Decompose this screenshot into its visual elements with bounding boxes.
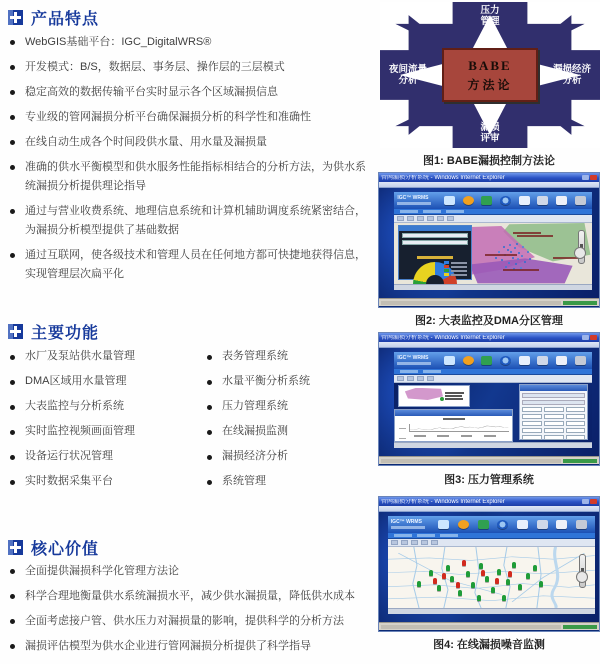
bullet-dot xyxy=(10,65,15,70)
noise-logger-marker-green xyxy=(518,584,522,590)
bullet-item: 科学合理地衡量供水系统漏损水平，减少供水漏损量，降低供水成本 xyxy=(8,587,371,606)
bullet-item: 全面考虑接户管、供水压力对漏损量的影响，提供科学的分析方法 xyxy=(8,612,371,631)
browser-title: 管网漏损分析系统 - Windows Internet Explorer xyxy=(381,174,505,181)
decor-line xyxy=(400,210,418,213)
axis-tick xyxy=(437,435,449,437)
noise-logger-marker-red xyxy=(495,578,499,584)
tool-icon xyxy=(401,540,408,545)
screen-icon xyxy=(517,520,528,529)
statistics-panel xyxy=(398,225,471,280)
window-buttons xyxy=(582,175,597,180)
form-input xyxy=(566,414,586,419)
plus-icon xyxy=(8,10,23,25)
axis-tick xyxy=(484,435,496,437)
section-title: 产品特点 xyxy=(31,11,100,28)
bullet-dot xyxy=(10,355,15,360)
form-row xyxy=(522,407,585,412)
noise-logger-marker-red xyxy=(433,578,437,584)
status-progress xyxy=(563,625,597,629)
noise-logger-marker-red xyxy=(481,570,485,576)
label-leakage-economic-analysis: 漏损经济 分析 xyxy=(552,64,591,86)
tools-icon xyxy=(575,356,586,365)
noise-logger-marker-green xyxy=(450,576,454,582)
tool-icon xyxy=(397,376,404,381)
noise-logger-marker-green xyxy=(512,562,516,568)
bullet-item: 通过互联网，使各级技术和管理人员在任何地方都可快捷地获得信息，实现管理层次扁平化 xyxy=(8,246,371,284)
axis-tick xyxy=(399,428,406,429)
form-input xyxy=(522,435,542,440)
app-logo: IGC™ WRMS xyxy=(397,356,437,365)
bullet-dot xyxy=(207,405,212,410)
form-input xyxy=(522,414,542,419)
bar-chart-icon xyxy=(478,520,489,529)
legend-label-dash xyxy=(451,270,467,272)
web-app xyxy=(394,352,592,448)
dma-map xyxy=(394,223,592,284)
tool-icon xyxy=(417,376,424,381)
legend-row xyxy=(444,265,467,268)
tool-icon xyxy=(391,540,398,545)
section-header-functions xyxy=(8,320,99,343)
close-icon xyxy=(590,335,597,340)
tool-icon xyxy=(427,216,434,221)
noise-logger-marker-green xyxy=(429,570,433,576)
toolbar-icons xyxy=(440,196,589,205)
noise-logger-marker-green xyxy=(477,595,481,601)
section-title: 主要功能 xyxy=(31,325,100,342)
bullet-dot xyxy=(10,644,15,649)
close-icon xyxy=(590,499,597,504)
panel-header xyxy=(399,226,470,231)
figure3-caption: 图3: 压力管理系统 xyxy=(444,474,534,486)
noise-logger-marker-green xyxy=(502,595,506,601)
form-input xyxy=(544,428,564,433)
app-header xyxy=(394,192,592,209)
axis-tick xyxy=(399,438,406,439)
section-header-features xyxy=(8,6,99,29)
label-pressure-management: 压力 管理 xyxy=(480,5,500,27)
noise-logger-marker-green xyxy=(485,576,489,582)
bullet-item: 表务管理系统 xyxy=(205,348,380,364)
bullet-dot xyxy=(10,165,15,170)
form-input xyxy=(566,421,586,426)
figure4-caption: 图4: 在线漏损噪音监测 xyxy=(433,639,545,651)
pipe-network-map xyxy=(388,547,595,608)
bullet-dot xyxy=(10,380,15,385)
tool-icon xyxy=(407,216,414,221)
toolbar xyxy=(394,375,592,383)
logo-subtitle xyxy=(397,202,431,205)
legend-swatch xyxy=(444,261,449,264)
bullet-dot xyxy=(10,480,15,485)
functions-list-left xyxy=(8,348,183,498)
pressure-line-chart xyxy=(409,424,508,432)
form-row xyxy=(522,435,585,440)
legend-swatch xyxy=(444,265,449,268)
street-network xyxy=(388,547,595,608)
legend-swatch xyxy=(444,269,449,272)
bullet-item: 实时监控视频画面管理 xyxy=(8,423,183,439)
bullet-dot xyxy=(207,455,212,460)
browser-title: 管网漏损分析系统 - Windows Internet Explorer xyxy=(381,334,505,341)
bullet-item: 系统管理 xyxy=(205,473,380,489)
noise-logger-marker-green xyxy=(491,587,495,593)
table-icon xyxy=(537,520,548,529)
decor-line xyxy=(446,210,464,213)
logo-subtitle xyxy=(391,526,425,529)
monitor-icon xyxy=(444,196,455,205)
bullet-dot xyxy=(10,140,15,145)
tool-icon xyxy=(431,540,438,545)
globe-icon xyxy=(497,520,508,529)
noise-logger-marker-green xyxy=(458,590,462,596)
app-header xyxy=(394,352,592,369)
form-row xyxy=(522,414,585,419)
map-label xyxy=(513,232,541,234)
features-list xyxy=(8,33,371,290)
tool-icon xyxy=(427,376,434,381)
map-label xyxy=(445,395,462,397)
legend-label-dash xyxy=(451,274,467,276)
bullet-item: 准确的供水平衡模型和供水服务性能指标相结合的分析方法，为供水系统漏损分析提供理论指导 xyxy=(8,158,371,196)
screen-icon xyxy=(519,356,530,365)
chart-title-dash xyxy=(417,256,453,259)
bullet-dot xyxy=(207,380,212,385)
noise-logger-marker-green xyxy=(479,563,483,569)
form-field xyxy=(522,393,585,398)
noise-logger-marker-green xyxy=(417,581,421,587)
tool-icon xyxy=(421,540,428,545)
figure4-screenshot xyxy=(378,496,600,632)
bullet-dot xyxy=(207,355,212,360)
browser-titlebar xyxy=(379,173,599,182)
legend-row xyxy=(444,261,467,264)
table-icon xyxy=(537,356,548,365)
axis-tick xyxy=(461,435,473,437)
bullet-item: WebGIS基础平台：IGC_DigitalWRS® xyxy=(8,33,371,52)
noise-logger-marker-green xyxy=(526,573,530,579)
form-header xyxy=(520,385,587,391)
bullet-item: 通过与营业收费系统、地理信息系统和计算机辅助调度系统紧密结合，为漏损分析模型提供了基础数据 xyxy=(8,202,371,240)
window-buttons xyxy=(582,335,597,340)
globe-icon xyxy=(500,196,511,205)
filter-input xyxy=(402,233,467,238)
bullet-item: 设备运行状况管理 xyxy=(8,448,183,464)
tools-icon xyxy=(576,520,587,529)
donut-chart-area xyxy=(399,256,470,279)
form-row xyxy=(522,421,585,426)
window-buttons xyxy=(582,499,597,504)
bullet-item: 全面提供漏损科学化管理方法论 xyxy=(8,562,371,581)
app-logo: IGC™ WRMS xyxy=(391,520,431,529)
report-icon xyxy=(556,356,567,365)
bullet-dot xyxy=(10,115,15,120)
close-icon xyxy=(590,175,597,180)
minimize-icon xyxy=(582,335,589,340)
tool-icon xyxy=(417,216,424,221)
map-label xyxy=(503,269,539,271)
pressure-zone-region xyxy=(405,388,443,400)
pressure-workspace xyxy=(394,383,592,442)
map-toolbar xyxy=(388,539,595,547)
donut-hole xyxy=(426,275,444,284)
monitor-point-dot xyxy=(440,397,444,401)
form-input xyxy=(544,435,564,440)
noise-logger-marker-red xyxy=(508,571,512,577)
bullet-dot xyxy=(10,253,15,258)
decor-line xyxy=(440,534,458,537)
label-night-flow-analysis: 夜间流量 分析 xyxy=(388,64,427,86)
map-label xyxy=(485,254,517,256)
status-segment xyxy=(381,625,561,629)
minimize-icon xyxy=(582,175,589,180)
app-statusbar xyxy=(388,608,595,614)
legend-row xyxy=(444,269,467,272)
web-app xyxy=(388,516,595,614)
bullet-dot xyxy=(10,430,15,435)
tool-icon xyxy=(447,216,454,221)
app-logo: IGC™ WRMS xyxy=(397,196,437,205)
bullet-item: 专业级的管网漏损分析平台确保漏损分析的科学性和准确性 xyxy=(8,108,371,127)
browser-statusbar xyxy=(379,298,599,306)
decor-line xyxy=(423,210,441,213)
chart-legend xyxy=(444,260,467,276)
noise-logger-marker-green xyxy=(497,569,501,575)
meter-dot-cluster xyxy=(507,249,509,251)
bullet-dot xyxy=(207,430,212,435)
toolbar-icons xyxy=(434,520,592,529)
map-label xyxy=(517,235,553,237)
browser-titlebar xyxy=(379,497,599,506)
map-label xyxy=(445,398,463,400)
noise-logger-marker-red xyxy=(456,582,460,588)
pie-chart-icon xyxy=(463,196,474,205)
bullet-item: 水量平衡分析系统 xyxy=(205,373,380,389)
babe-center-box: BABE 方法论 xyxy=(442,48,538,102)
screen-icon xyxy=(519,196,530,205)
noise-logger-marker-green xyxy=(471,582,475,588)
bullet-dot xyxy=(10,90,15,95)
map-label xyxy=(445,392,464,394)
legend-label-dash xyxy=(451,262,467,264)
chart-title-dash xyxy=(443,418,465,420)
form-input xyxy=(566,435,586,440)
monitor-icon xyxy=(444,356,455,365)
bullet-item: 在线自动生成各个时间段供水量、用水量及漏损量 xyxy=(8,133,371,152)
legend-swatch xyxy=(444,273,449,276)
noise-logger-marker-green xyxy=(466,571,470,577)
status-progress xyxy=(563,459,597,463)
form-input xyxy=(522,407,542,412)
bullet-item: 稳定高效的数据传输平台实时显示各个区域漏损信息 xyxy=(8,83,371,102)
form-input xyxy=(566,407,586,412)
decor-line xyxy=(400,370,418,373)
axis-tick xyxy=(414,435,426,437)
form-input xyxy=(566,428,586,433)
app-statusbar xyxy=(394,442,592,448)
bar-chart-icon xyxy=(481,356,492,365)
bullet-item: DMA区域用水量管理 xyxy=(8,373,183,389)
form-input xyxy=(522,421,542,426)
browser-viewport xyxy=(379,188,599,298)
form-table xyxy=(520,407,587,442)
bullet-dot xyxy=(10,619,15,624)
status-progress xyxy=(563,301,597,305)
tool-icon xyxy=(407,376,414,381)
tool-icon xyxy=(411,540,418,545)
value-list xyxy=(8,562,371,662)
legend-label-dash xyxy=(451,266,467,268)
form-input xyxy=(544,421,564,426)
noise-logger-marker-green xyxy=(533,565,537,571)
bullet-dot xyxy=(207,480,212,485)
form-row xyxy=(522,428,585,433)
figure1-caption: 图1: BABE漏损控制方法论 xyxy=(422,155,555,167)
noise-monitor-map xyxy=(388,547,595,608)
decor-line xyxy=(423,370,441,373)
zone-map-panel xyxy=(398,385,469,407)
chart-panel-header xyxy=(395,410,512,416)
noise-logger-marker-green xyxy=(446,565,450,571)
decor-line xyxy=(417,534,435,537)
bullet-item: 开发模式：B/S，数据层、事务层、操作层的三层模式 xyxy=(8,58,371,77)
figure2-caption: 图2: 大表监控及DMA分区管理 xyxy=(415,315,563,327)
pie-chart-icon xyxy=(463,356,474,365)
web-app xyxy=(394,192,592,290)
bullet-item: 压力管理系统 xyxy=(205,398,380,414)
bullet-item: 实时数据采集平台 xyxy=(8,473,183,489)
decor-line xyxy=(394,534,412,537)
pie-chart-icon xyxy=(458,520,469,529)
bullet-dot xyxy=(10,569,15,574)
browser-titlebar xyxy=(379,333,599,342)
legend-row xyxy=(444,273,467,276)
form-input xyxy=(544,414,564,419)
map-toolbar xyxy=(394,215,592,223)
bullet-item: 漏损评估模型为供水企业进行管网漏损分析提供了科学指导 xyxy=(8,637,371,656)
pressure-chart-panel xyxy=(394,409,513,442)
status-segment xyxy=(381,301,561,305)
status-segment xyxy=(381,459,561,463)
bullet-dot xyxy=(10,455,15,460)
minimize-icon xyxy=(582,499,589,504)
noise-logger-marker-red xyxy=(462,560,466,566)
bullet-item: 水厂及泵站供水量管理 xyxy=(8,348,183,364)
figure1-babe-diagram xyxy=(380,2,600,148)
tools-icon xyxy=(575,196,586,205)
pressure-settings-form xyxy=(519,384,588,440)
tool-icon xyxy=(437,216,444,221)
form-field xyxy=(522,400,585,405)
noise-logger-marker-green xyxy=(437,585,441,591)
report-icon xyxy=(556,196,567,205)
plus-icon xyxy=(8,324,23,339)
form-input xyxy=(544,407,564,412)
table-icon xyxy=(537,196,548,205)
noise-logger-marker-green xyxy=(506,579,510,585)
browser-statusbar xyxy=(379,622,599,630)
toolbar-icons xyxy=(440,356,589,365)
browser-viewport xyxy=(379,348,599,456)
form-input xyxy=(522,428,542,433)
bullet-dot xyxy=(10,594,15,599)
figure3-screenshot xyxy=(378,332,600,466)
monitor-icon xyxy=(438,520,449,529)
app-statusbar xyxy=(394,284,592,290)
browser-statusbar xyxy=(379,456,599,464)
label-leakage-review: 漏损 评审 xyxy=(480,122,500,144)
bullet-dot xyxy=(10,40,15,45)
bullet-dot xyxy=(10,405,15,410)
browser-viewport xyxy=(379,512,599,622)
bullet-dot xyxy=(10,209,15,214)
functions-list-right xyxy=(205,348,380,498)
bullet-item: 漏损经济分析 xyxy=(205,448,380,464)
noise-logger-marker-red xyxy=(442,573,446,579)
bullet-item: 在线漏损监测 xyxy=(205,423,380,439)
bullet-item: 大表监控与分析系统 xyxy=(8,398,183,414)
noise-logger-marker-green xyxy=(539,581,543,587)
section-header-value xyxy=(8,536,99,559)
browser-title: 管网漏损分析系统 - Windows Internet Explorer xyxy=(381,498,505,505)
plus-icon xyxy=(8,540,23,555)
river xyxy=(552,547,558,608)
globe-icon xyxy=(500,356,511,365)
line-series xyxy=(410,424,508,431)
figure2-screenshot xyxy=(378,172,600,308)
app-header xyxy=(388,516,595,533)
tool-icon xyxy=(397,216,404,221)
logo-subtitle xyxy=(397,362,431,365)
section-title: 核心价值 xyxy=(31,541,100,558)
report-icon xyxy=(556,520,567,529)
bar-chart-icon xyxy=(481,196,492,205)
filter-input xyxy=(402,240,467,245)
